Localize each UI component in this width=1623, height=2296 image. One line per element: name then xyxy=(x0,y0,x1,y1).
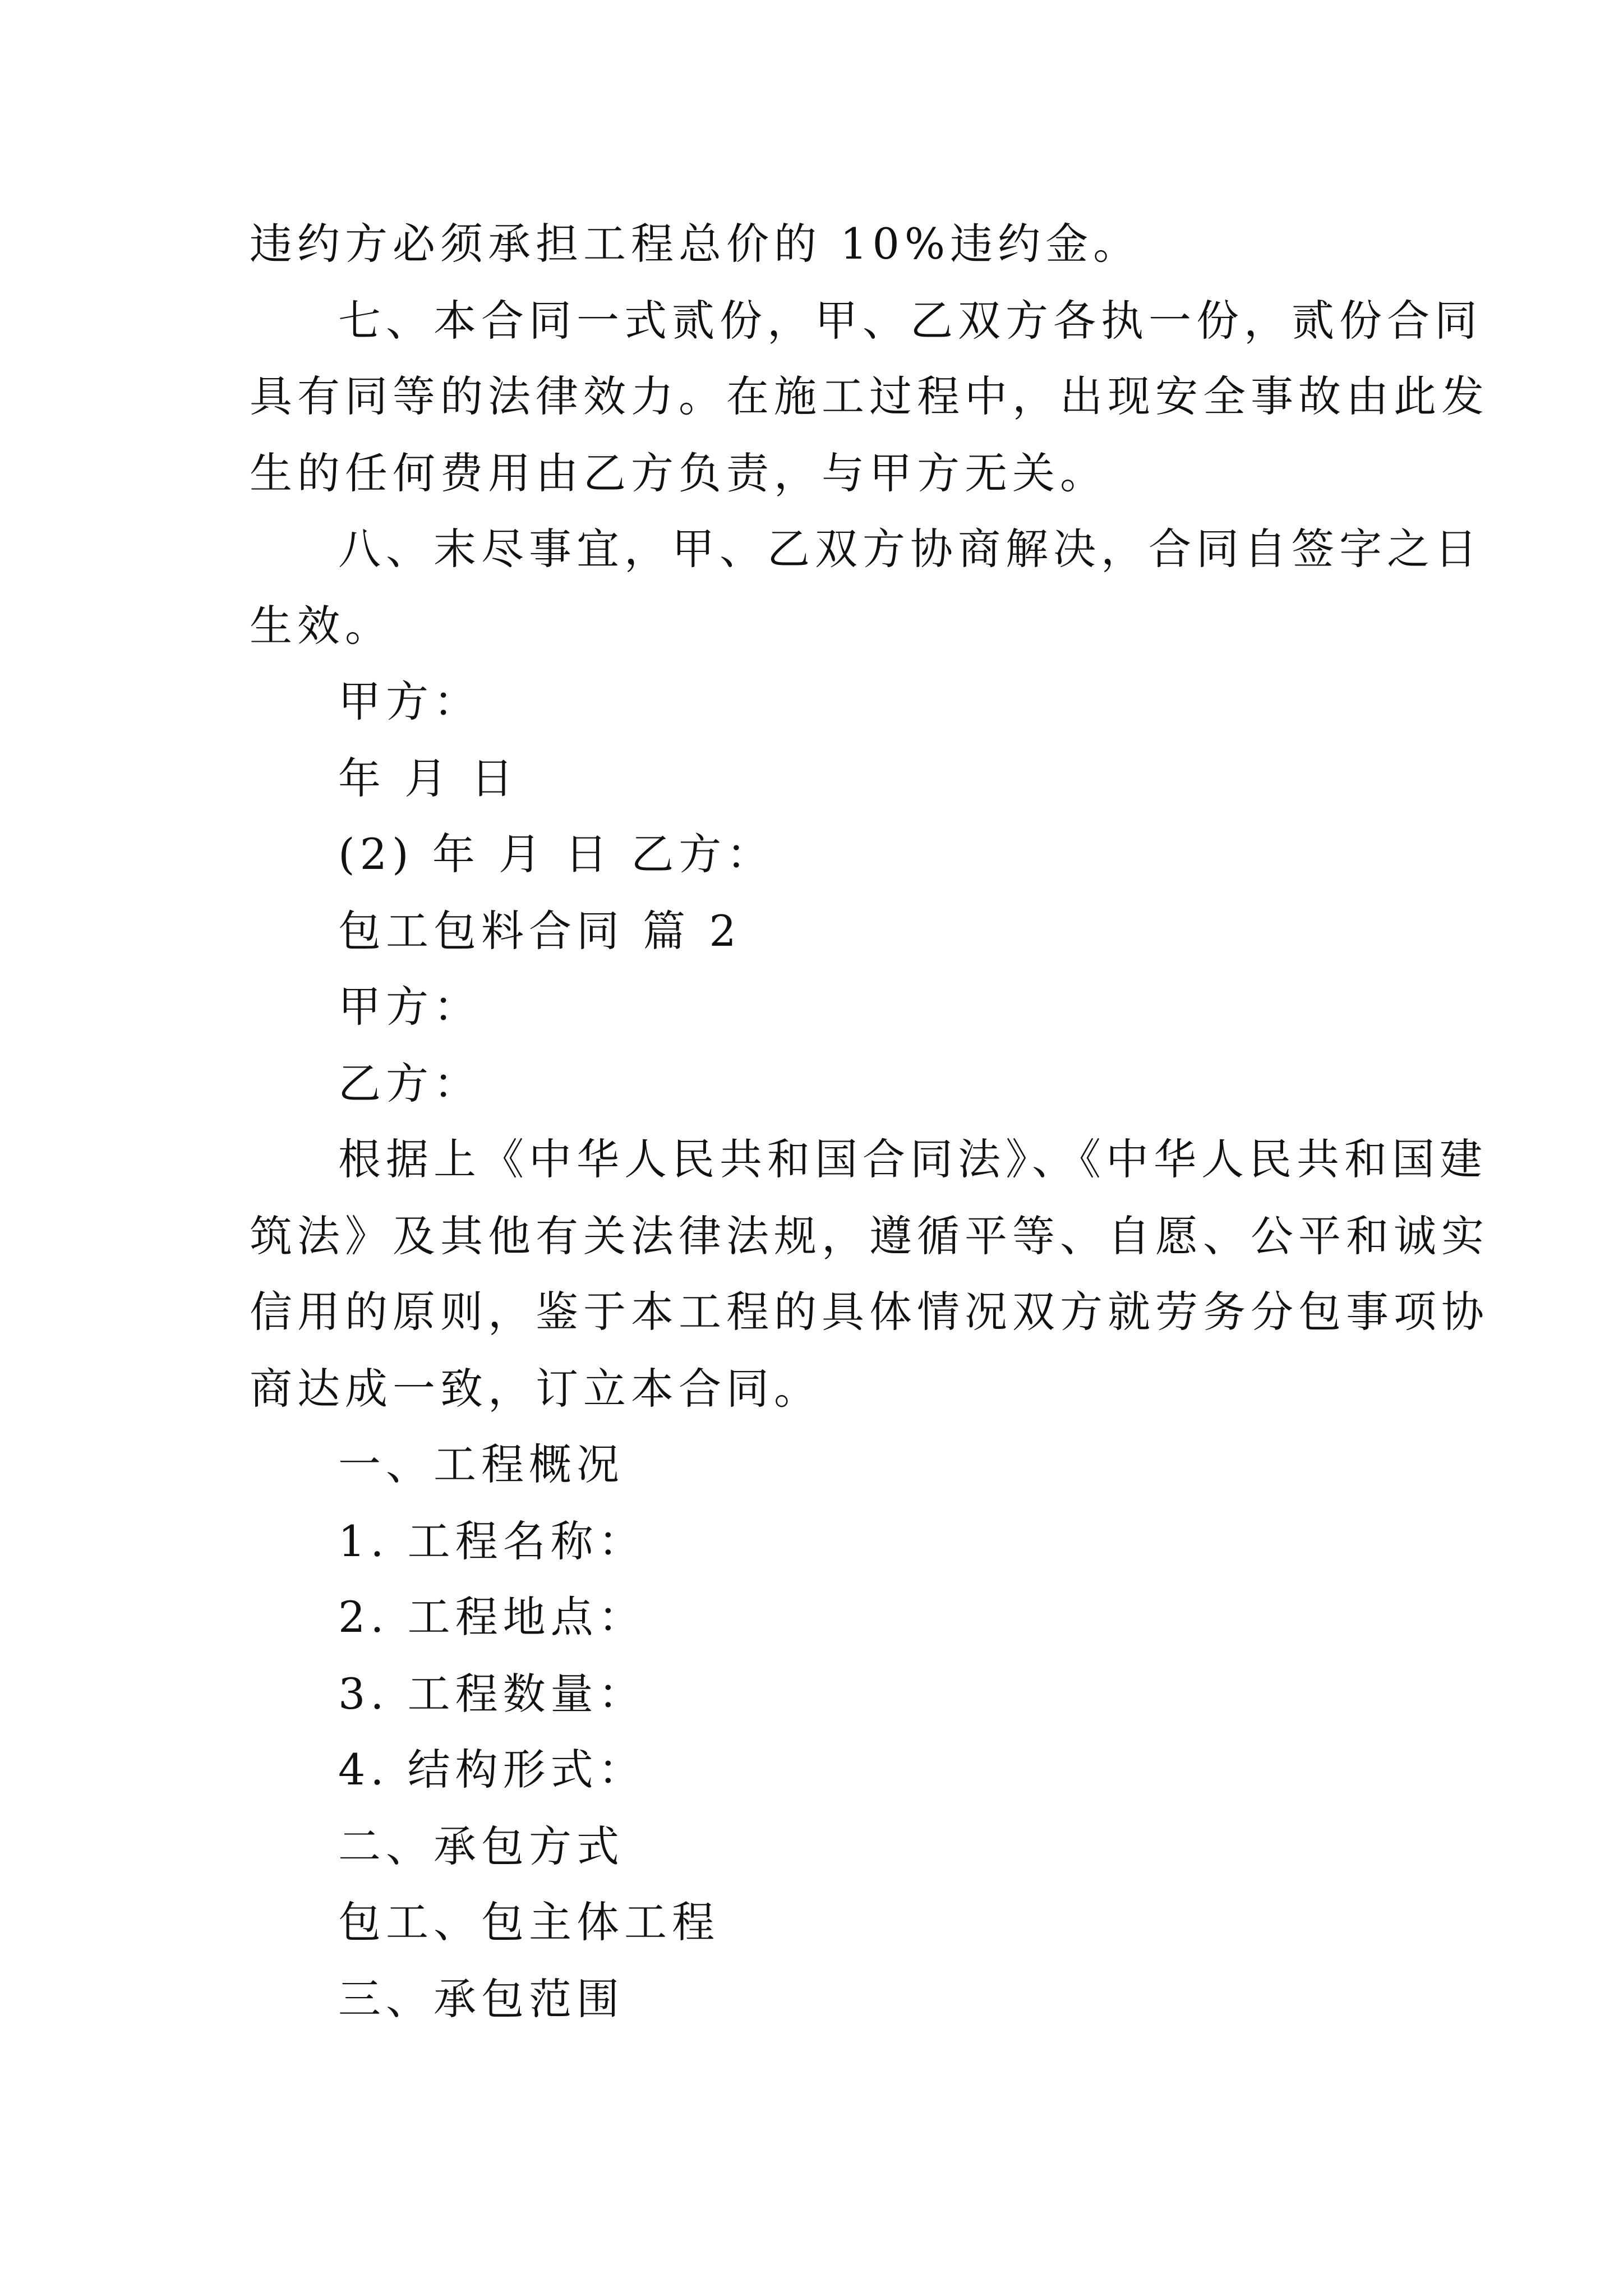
text-line-7: 甲方： xyxy=(338,677,481,726)
text-line-17: 一、工程概况 xyxy=(338,1439,624,1489)
text-line-12: 乙方： xyxy=(338,1059,481,1108)
text-line-9: (2) 年 月 日 乙方： xyxy=(338,829,774,879)
text-line-20: 3. 工程数量： xyxy=(338,1669,646,1719)
text-line-6: 生效。 xyxy=(250,601,393,651)
text-line-21: 4. 结构形式： xyxy=(338,1745,646,1795)
text-line-14: 筑法》及其他有关法律法规，遵循平等、自愿、公平和诚实 xyxy=(250,1211,1489,1261)
text-line-18: 1. 工程名称： xyxy=(338,1516,646,1566)
text-line-11: 甲方： xyxy=(338,982,481,1032)
text-line-23: 包工、包主体工程 xyxy=(338,1897,720,1947)
text-line-24: 三、承包范围 xyxy=(338,1974,624,2024)
text-line-19: 2. 工程地点： xyxy=(338,1592,646,1642)
text-line-15: 信用的原则，鉴于本工程的具体情况双方就劳务分包事项协 xyxy=(250,1287,1489,1337)
text-line-4: 生的任何费用由乙方负责，与甲方无关。 xyxy=(250,448,1108,498)
text-line-10: 包工包料合同 篇 2 xyxy=(338,906,741,956)
text-line-13: 根据上《中华人民共和国合同法》、《中华人民共和国建 xyxy=(338,1134,1487,1184)
text-line-2: 七、本合同一式贰份，甲、乙双方各执一份，贰份合同 xyxy=(338,296,1482,346)
text-line-22: 二、承包方式 xyxy=(338,1821,624,1871)
text-line-5: 八、末尽事宜，甲、乙双方协商解决，合同自签字之日 xyxy=(338,524,1482,574)
text-line-1: 违约方必须承担工程总价的 10%违约金。 xyxy=(250,219,1141,269)
text-line-3: 具有同等的法律效力。在施工过程中，出现安全事故由此发 xyxy=(250,371,1489,421)
text-line-8: 年 月 日 xyxy=(338,753,519,803)
text-line-16: 商达成一致，订立本合同。 xyxy=(250,1364,822,1414)
